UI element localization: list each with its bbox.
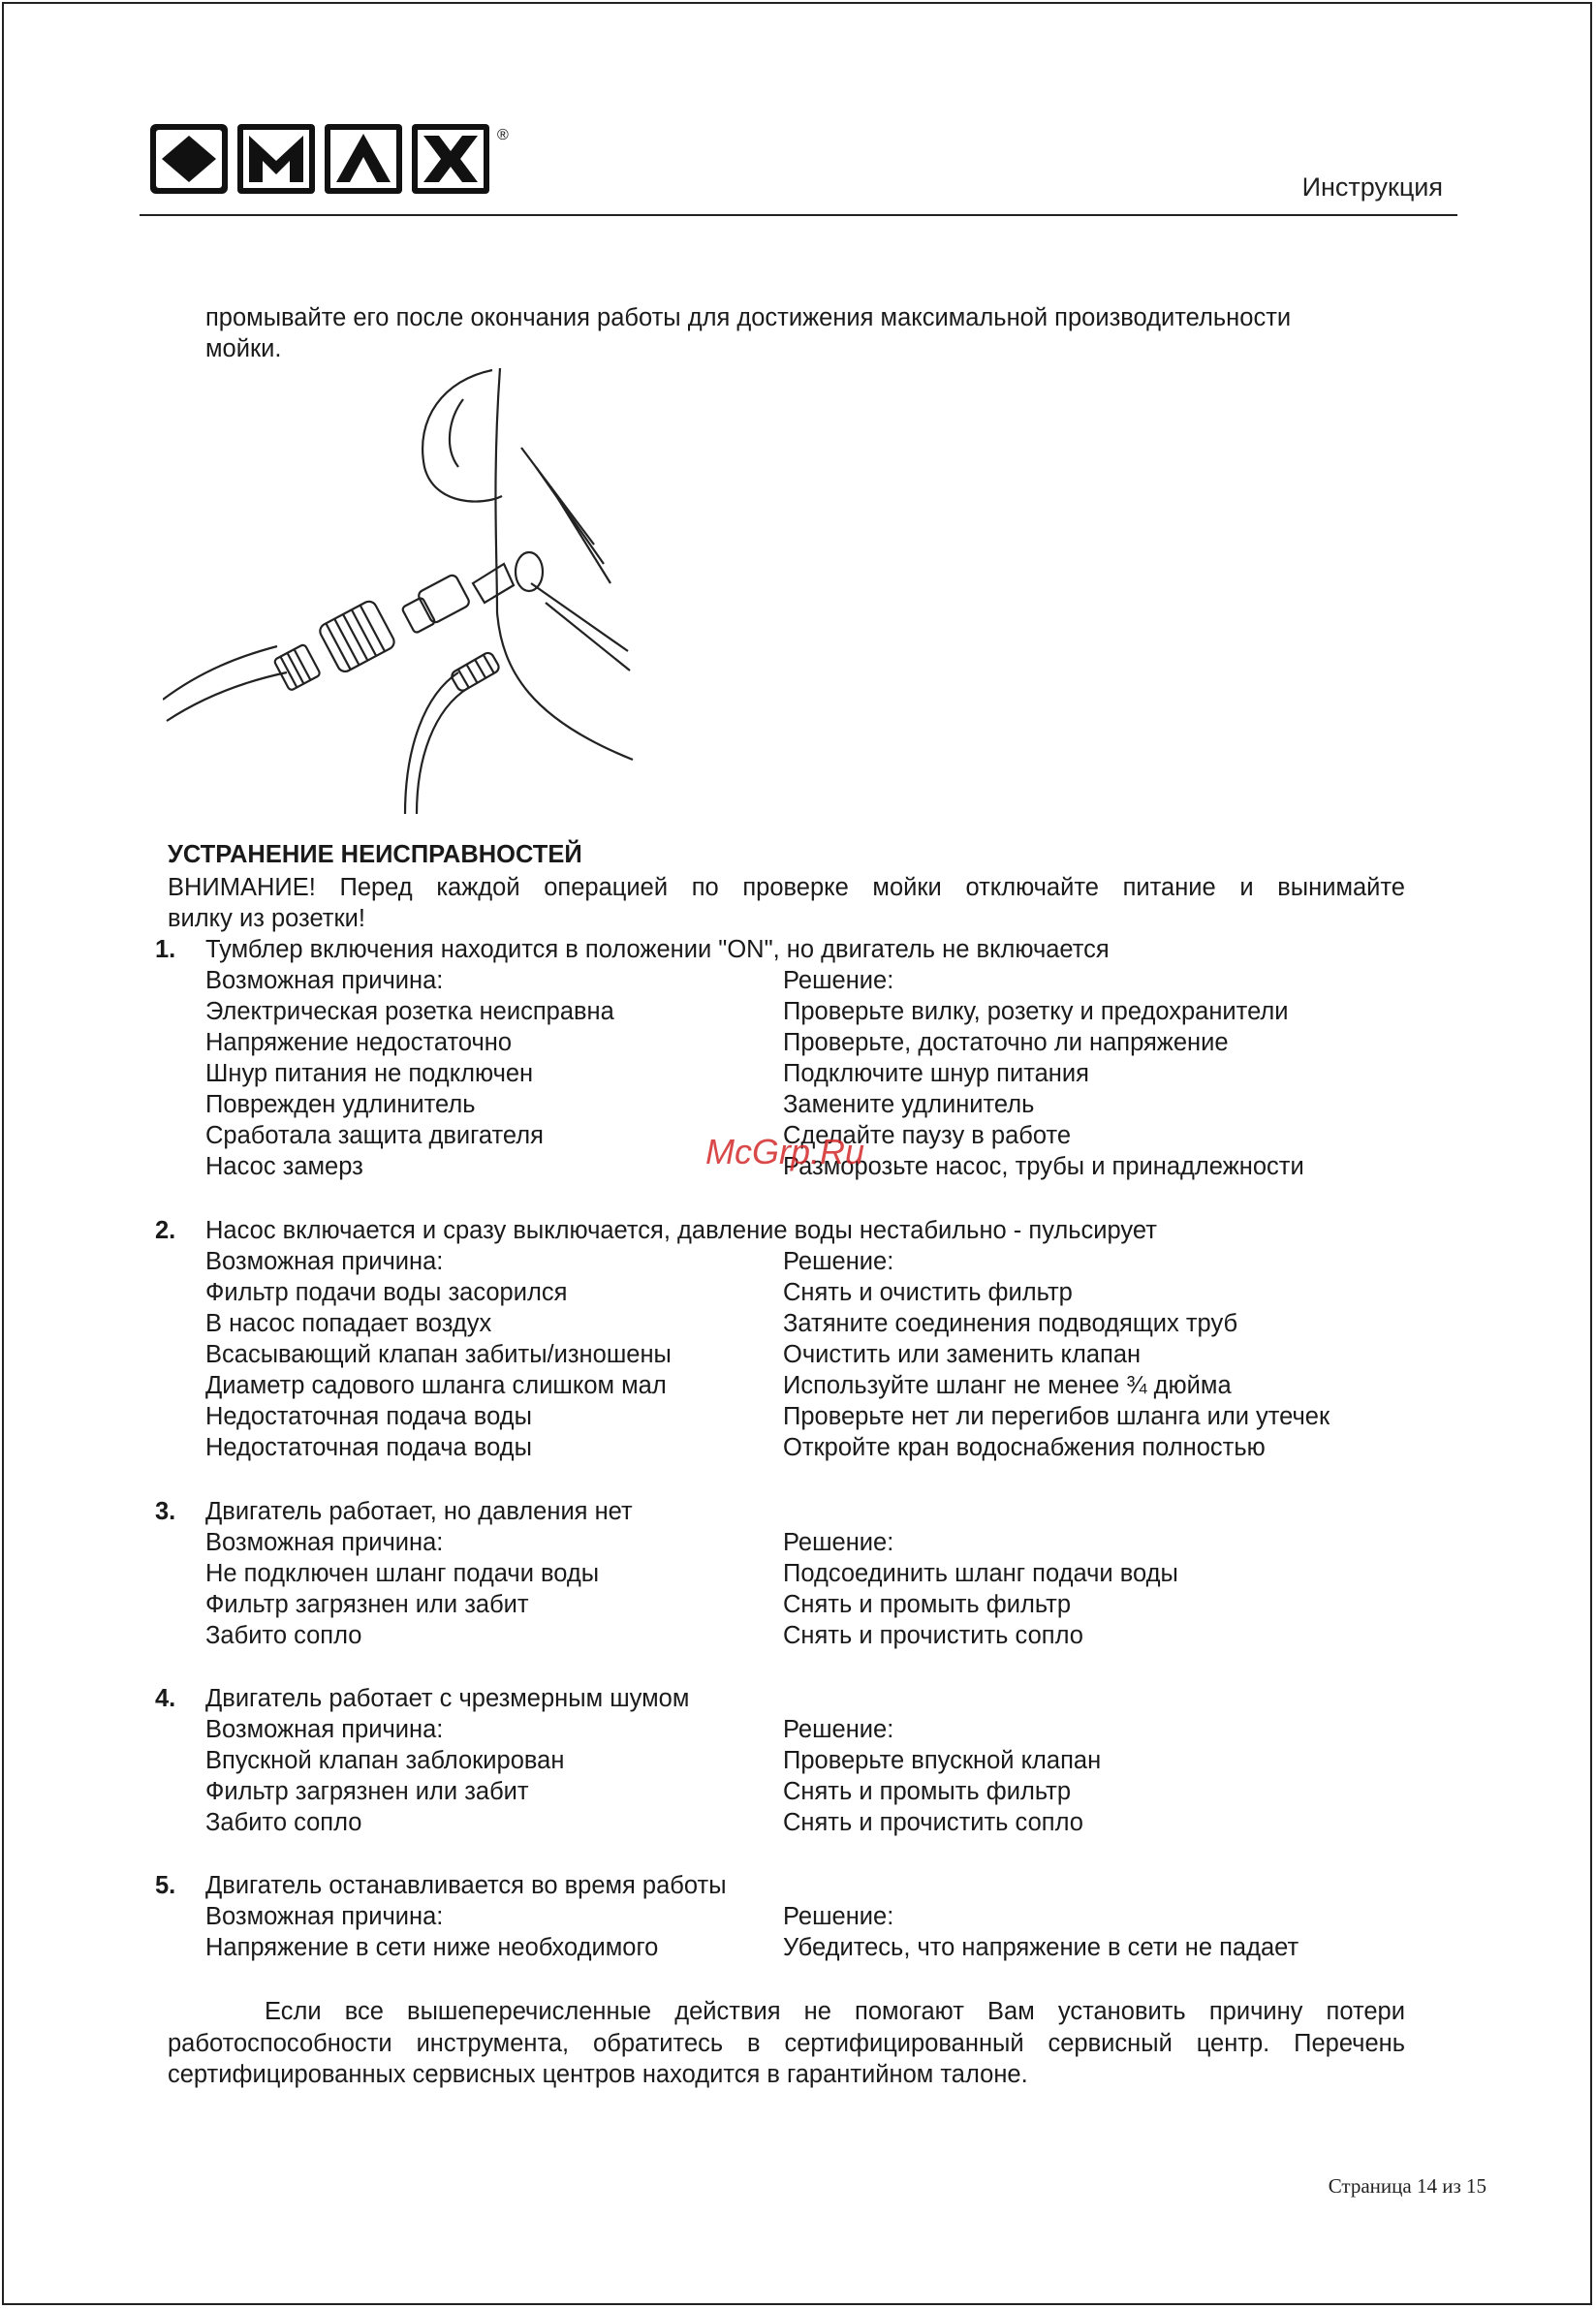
issue-number: 4. [155, 1685, 176, 1712]
issue-row [205, 1403, 1417, 1434]
conclusion-line-3: сертифицированных сервисных центров находится в гарантийном талоне. [168, 2061, 1028, 2088]
fix-text: Подключите шнур питания [783, 1060, 1089, 1087]
fix-text: Сделайте паузу в работе [783, 1122, 1072, 1149]
issue-title: Двигатель работает, но давления нет [205, 1498, 633, 1525]
issue-row [205, 1434, 1417, 1465]
cause-text: Напряжение недостаточно [205, 1029, 513, 1056]
issue-header-row [205, 967, 1417, 998]
cause-header: Возможная причина: [205, 1716, 444, 1743]
issue-row [205, 1934, 1417, 1965]
issue-row [205, 1091, 1417, 1122]
fix-text: Очистить или заменить клапан [783, 1341, 1142, 1368]
issue-header-row [205, 1529, 1417, 1560]
omax-logo [148, 122, 546, 198]
warning-paragraph [168, 872, 1405, 934]
warning-line-2: вилку из розетки! [168, 905, 365, 932]
issue-title: Двигатель работает с чрезмерным шумом [205, 1685, 690, 1712]
cause-text: Диаметр садового шланга слишком мал [205, 1372, 667, 1399]
watermark: McGrp.Ru [705, 1132, 865, 1171]
issue-row [205, 1778, 1417, 1809]
fix-text: Снять и очистить фильтр [783, 1279, 1073, 1306]
issue-number: 1. [155, 936, 176, 963]
cause-text: Забито сопло [205, 1622, 362, 1649]
cause-text: Фильтр загрязнен или забит [205, 1778, 529, 1805]
cause-text: В насос попадает воздух [205, 1310, 492, 1337]
cause-text: Шнур питания не подключен [205, 1060, 534, 1087]
issue-row [205, 1029, 1417, 1060]
warning-line-1: ВНИМАНИЕ! Перед каждой операцией по проверке мойки отключайте питание и вынимайте [168, 874, 1405, 901]
cause-text: Сработала защита двигателя [205, 1122, 544, 1149]
cause-header: Возможная причина: [205, 1248, 444, 1275]
issue-row [205, 1560, 1417, 1591]
fix-text: Снять и прочистить сопло [783, 1622, 1083, 1649]
issue-title: Двигатель останавливается во время работы [205, 1872, 727, 1899]
issue-number: 2. [155, 1217, 176, 1244]
cause-text: Напряжение в сети ниже необходимого [205, 1934, 659, 1961]
fix-header: Решение: [783, 1716, 894, 1743]
cause-text: Всасывающий клапан забиты/изношены [205, 1341, 672, 1368]
fix-text: Замените удлинитель [783, 1091, 1035, 1118]
page-number: Страница 14 из 15 [1328, 2174, 1486, 2198]
fix-text: Разморозьте насос, трубы и принадлежности [783, 1153, 1304, 1180]
cause-text: Не подключен шланг подачи воды [205, 1560, 600, 1587]
issue-row [205, 1747, 1417, 1778]
section-title: УСТРАНЕНИЕ НЕИСПРАВНОСТЕЙ [168, 841, 582, 868]
fix-header: Решение: [783, 1248, 894, 1275]
intro-paragraph [205, 302, 1407, 364]
header-divider [140, 214, 1457, 216]
fix-header: Решение: [783, 1529, 894, 1556]
cause-header: Возможная причина: [205, 1529, 444, 1556]
fix-text: Снять и промыть фильтр [783, 1778, 1072, 1805]
fix-text: Подсоединить шланг подачи воды [783, 1560, 1178, 1587]
fix-text: Снять и прочистить сопло [783, 1809, 1083, 1836]
issue-header-row [205, 1716, 1417, 1747]
issue-row [205, 1279, 1417, 1310]
fix-text: Убедитесь, что напряжение в сети не падает [783, 1934, 1299, 1961]
cause-header: Возможная причина: [205, 1903, 444, 1930]
issue-title: Насос включается и сразу выключается, давление воды нестабильно - пульсирует [205, 1217, 1157, 1244]
issue-number: 5. [155, 1872, 176, 1899]
issue-row [205, 1341, 1417, 1372]
issue-row [205, 1372, 1417, 1403]
issue-title: Тумблер включения находится в положении "ON", но двигатель не включается [205, 936, 1110, 963]
issue-row [205, 998, 1417, 1029]
conclusion-line-2: работоспособности инструмента, обратитесь в сертифицированный сервисный центр. Перечень [168, 2029, 1405, 2057]
intro-line-2: мойки. [205, 335, 282, 362]
fix-text: Проверьте, достаточно ли напряжение [783, 1029, 1229, 1056]
fix-text: Проверьте нет ли перегибов шланга или утечек [783, 1403, 1330, 1430]
header-title: Инструкция [1301, 172, 1443, 202]
fix-text: Снять и промыть фильтр [783, 1591, 1072, 1618]
cause-header: Возможная причина: [205, 967, 444, 994]
issue-row [205, 1622, 1417, 1653]
issue-row [205, 1310, 1417, 1341]
cause-text: Впускной клапан заблокирован [205, 1747, 565, 1774]
cause-text: Недостаточная подача воды [205, 1434, 532, 1461]
issue-row [205, 1809, 1417, 1840]
conclusion-paragraph [168, 1996, 1405, 2091]
fix-text: Откройте кран водоснабжения полностью [783, 1434, 1266, 1461]
cause-text: Насос замерз [205, 1153, 363, 1180]
fix-text: Затяните соединения подводящих труб [783, 1310, 1238, 1337]
cause-text: Поврежден удлинитель [205, 1091, 476, 1118]
cause-text: Фильтр загрязнен или забит [205, 1591, 529, 1618]
cause-text: Фильтр подачи воды засорился [205, 1279, 568, 1306]
filter-connection-illustration [163, 360, 647, 814]
svg-text:®: ® [497, 127, 509, 143]
issue-header-row [205, 1903, 1417, 1934]
fix-header: Решение: [783, 967, 894, 994]
fix-text: Проверьте впускной клапан [783, 1747, 1102, 1774]
cause-text: Забито сопло [205, 1809, 362, 1836]
issue-header-row [205, 1248, 1417, 1279]
intro-line-1: промывайте его после окончания работы для достижения максимальной производительности [205, 304, 1292, 331]
issue-row [205, 1591, 1417, 1622]
conclusion-line-1: Если все вышеперечисленные действия не помогают Вам установить причину потери [265, 1998, 1405, 2025]
issue-row [205, 1060, 1417, 1091]
fix-text: Используйте шланг не менее ¾ дюйма [783, 1372, 1232, 1399]
cause-text: Электрическая розетка неисправна [205, 998, 614, 1025]
fix-header: Решение: [783, 1903, 894, 1930]
issue-number: 3. [155, 1498, 176, 1525]
cause-text: Недостаточная подача воды [205, 1403, 532, 1430]
fix-text: Проверьте вилку, розетку и предохранители [783, 998, 1289, 1025]
